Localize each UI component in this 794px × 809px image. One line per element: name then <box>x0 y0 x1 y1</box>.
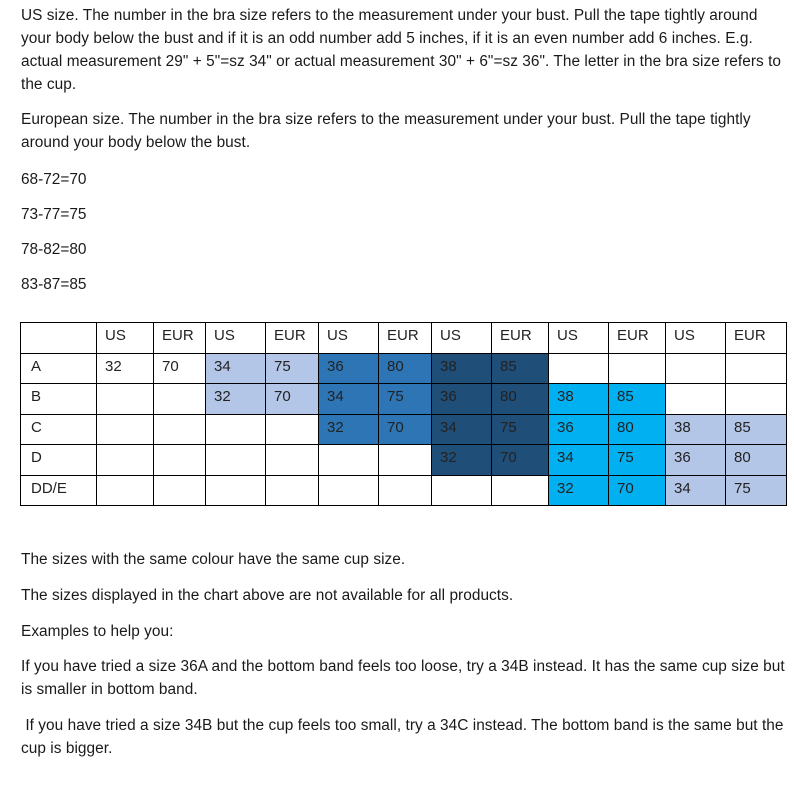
cup-label-cell: D <box>21 445 97 476</box>
header-cell: EUR <box>609 323 666 354</box>
size-cell: 75 <box>379 384 432 415</box>
size-cell: 32 <box>432 445 492 476</box>
availability-note: The sizes displayed in the chart above are not available for all products. <box>21 587 514 604</box>
size-cell: 75 <box>266 353 319 384</box>
size-cell <box>206 475 266 506</box>
table-row <box>21 445 787 476</box>
header-corner-cell <box>21 323 97 354</box>
header-cell: EUR <box>154 323 206 354</box>
header-cell: US <box>206 323 266 354</box>
header-cell: US <box>319 323 379 354</box>
size-cell <box>379 445 432 476</box>
cup-label-cell: C <box>21 414 97 445</box>
colour-note: The sizes with the same colour have the same cup size. <box>21 551 406 568</box>
size-cell <box>154 414 206 445</box>
size-cell <box>379 475 432 506</box>
size-cell: 32 <box>97 353 154 384</box>
size-cell: 85 <box>726 414 787 445</box>
size-table-body <box>21 323 787 506</box>
size-cell <box>206 445 266 476</box>
header-cell: EUR <box>726 323 787 354</box>
size-cell <box>266 414 319 445</box>
cup-label-cell: DD/E <box>21 475 97 506</box>
size-cell <box>432 475 492 506</box>
size-cell: 75 <box>492 414 549 445</box>
size-cell: 80 <box>609 414 666 445</box>
table-row <box>21 353 787 384</box>
size-cell: 85 <box>492 353 549 384</box>
size-cell <box>97 445 154 476</box>
us-size-explanation: US size. The number in the bra size refers to the measurement under your bust. Pull the tape tightly around your body below the bust and if it is an odd number add 5 inches, if it is an even number add 6 inches. E.g. actual measurement 29" + 5"=sz 34" or actual measurement 30" + 6"=sz 36". The letter in the bra size refers to the cup. <box>21 7 782 93</box>
conversion-line: 83-87=85 <box>21 276 87 293</box>
size-cell: 80 <box>726 445 787 476</box>
size-cell: 36 <box>319 353 379 384</box>
size-cell: 70 <box>609 475 666 506</box>
european-size-explanation: European size. The number in the bra size refers to the measurement under your bust. Pull the tape tightly around your body below the bust. <box>21 111 751 151</box>
header-cell: US <box>666 323 726 354</box>
size-cell <box>666 384 726 415</box>
size-cell: 36 <box>549 414 609 445</box>
size-cell: 34 <box>206 353 266 384</box>
examples-heading: Examples to help you: <box>21 623 174 640</box>
size-cell: 75 <box>726 475 787 506</box>
size-cell <box>206 414 266 445</box>
size-cell: 36 <box>666 445 726 476</box>
size-cell: 80 <box>492 384 549 415</box>
size-cell: 32 <box>206 384 266 415</box>
size-cell <box>549 353 609 384</box>
header-cell: US <box>432 323 492 354</box>
size-cell: 80 <box>379 353 432 384</box>
size-cell: 34 <box>319 384 379 415</box>
size-cell: 32 <box>319 414 379 445</box>
conversion-line: 68-72=70 <box>21 171 87 188</box>
size-cell <box>492 475 549 506</box>
size-cell <box>726 384 787 415</box>
conversion-line: 73-77=75 <box>21 206 87 223</box>
table-row <box>21 384 787 415</box>
size-cell: 38 <box>666 414 726 445</box>
size-cell: 70 <box>379 414 432 445</box>
size-cell <box>154 445 206 476</box>
size-cell: 34 <box>432 414 492 445</box>
size-cell: 70 <box>154 353 206 384</box>
size-cell: 85 <box>609 384 666 415</box>
size-cell <box>97 475 154 506</box>
size-cell <box>666 353 726 384</box>
size-cell: 75 <box>609 445 666 476</box>
size-cell <box>319 475 379 506</box>
size-cell: 34 <box>666 475 726 506</box>
size-cell <box>266 475 319 506</box>
size-cell <box>609 353 666 384</box>
size-cell: 70 <box>492 445 549 476</box>
size-cell: 38 <box>549 384 609 415</box>
header-cell: EUR <box>266 323 319 354</box>
conversion-line: 78-82=80 <box>21 241 87 258</box>
example-paragraph: If you have tried a size 36A and the bottom band feels too loose, try a 34B instead. It has the same cup size but is smaller in bottom band. <box>21 658 785 698</box>
header-cell: US <box>549 323 609 354</box>
size-cell <box>97 384 154 415</box>
cup-label-cell: A <box>21 353 97 384</box>
size-cell <box>97 414 154 445</box>
size-cell <box>319 445 379 476</box>
header-cell: US <box>97 323 154 354</box>
size-cell <box>266 445 319 476</box>
size-cell <box>154 475 206 506</box>
table-row <box>21 414 787 445</box>
table-header-row <box>21 323 787 354</box>
size-cell: 70 <box>266 384 319 415</box>
size-cell: 38 <box>432 353 492 384</box>
size-cell <box>154 384 206 415</box>
cup-label-cell: B <box>21 384 97 415</box>
table-row <box>21 475 787 506</box>
header-cell: EUR <box>379 323 432 354</box>
size-cell: 36 <box>432 384 492 415</box>
header-cell: EUR <box>492 323 549 354</box>
size-cell <box>726 353 787 384</box>
size-cell: 32 <box>549 475 609 506</box>
example-paragraph: If you have tried a size 34B but the cup feels too small, try a 34C instead. The bottom band is the same but the cup is bigger. <box>21 717 788 757</box>
size-cell: 34 <box>549 445 609 476</box>
bra-size-table <box>20 322 787 506</box>
